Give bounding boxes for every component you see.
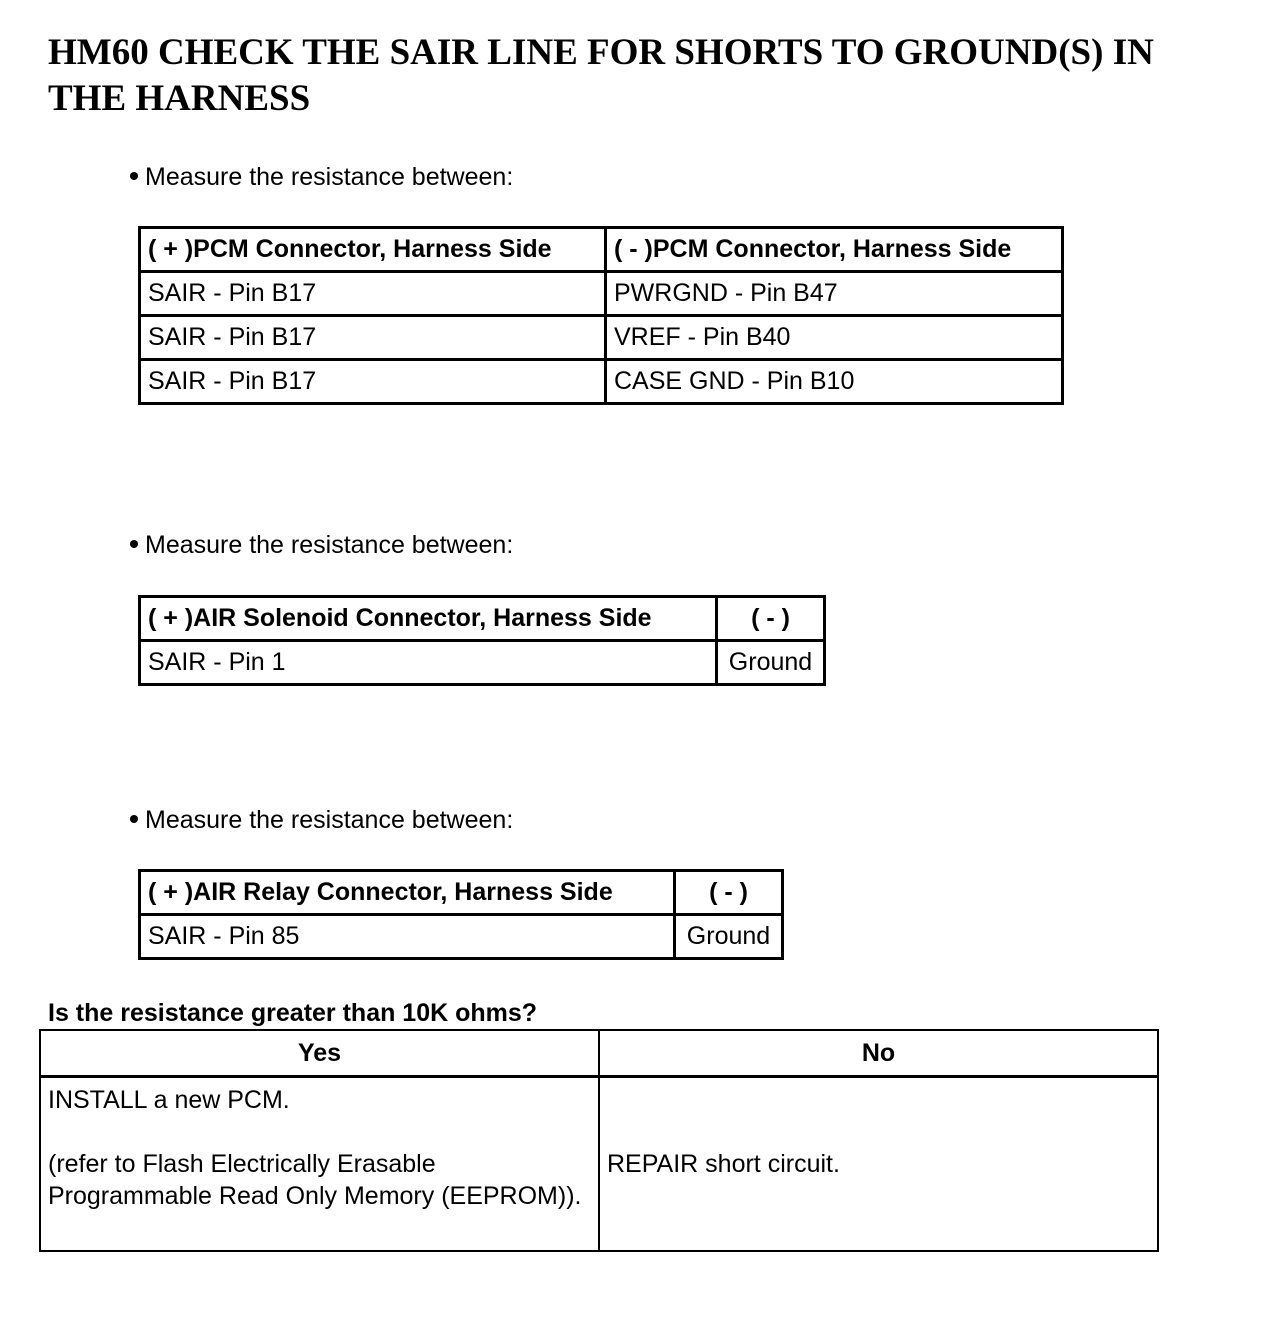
table-cell: VREF - Pin B40 — [606, 316, 1063, 360]
table-cell: SAIR - Pin B17 — [140, 316, 606, 360]
table-row — [140, 316, 1063, 360]
table-header-row — [140, 597, 825, 641]
bullet-icon — [130, 172, 138, 180]
instruction-1 — [130, 162, 513, 192]
table-cell: CASE GND - Pin B10 — [606, 360, 1063, 404]
table-cell: Ground — [717, 641, 825, 685]
table-row — [140, 272, 1063, 316]
table-header-cell: ( - ) — [717, 597, 825, 641]
yes-reference: (refer to Flash Electrically Erasable Programmable Read Only Memory (EEPROM)). — [48, 1150, 582, 1210]
bullet-icon — [130, 540, 138, 548]
table-header-cell: ( + )AIR Relay Connector, Harness Side — [140, 871, 675, 915]
instruction-1-text: Measure the resistance between: — [145, 163, 514, 191]
table-header-cell: ( + )PCM Connector, Harness Side — [140, 228, 606, 272]
table-cell: PWRGND - Pin B47 — [606, 272, 1063, 316]
table-row — [140, 641, 825, 685]
table-header-row — [140, 871, 783, 915]
table-row — [140, 360, 1063, 404]
table-header-row — [40, 1030, 1158, 1077]
pcm-measurement-table — [138, 226, 1064, 405]
instruction-3-text: Measure the resistance between: — [145, 806, 514, 834]
yes-cell — [40, 1077, 599, 1252]
table-cell: SAIR - Pin 85 — [140, 915, 675, 959]
table-row — [40, 1077, 1158, 1252]
no-header: No — [599, 1030, 1158, 1077]
no-cell — [599, 1077, 1158, 1252]
table-header-row — [140, 228, 1063, 272]
yes-action: INSTALL a new PCM. — [48, 1086, 290, 1114]
decision-question: Is the resistance greater than 10K ohms? — [48, 999, 538, 1027]
table-header-cell: ( + )AIR Solenoid Connector, Harness Side — [140, 597, 717, 641]
page-title: HM60 CHECK THE SAIR LINE FOR SHORTS TO GROUND(S) IN THE HARNESS — [48, 32, 1154, 119]
table-cell: SAIR - Pin B17 — [140, 272, 606, 316]
table-cell: SAIR - Pin 1 — [140, 641, 717, 685]
table-row — [140, 915, 783, 959]
air-relay-measurement-table — [138, 869, 784, 960]
table-header-cell: ( - ) — [675, 871, 783, 915]
decision-table — [39, 1029, 1159, 1252]
no-action: REPAIR short circuit. — [607, 1150, 840, 1178]
table-cell: Ground — [675, 915, 783, 959]
bullet-icon — [130, 815, 138, 823]
table-cell: SAIR - Pin B17 — [140, 360, 606, 404]
instruction-3 — [130, 805, 513, 835]
instruction-2-text: Measure the resistance between: — [145, 531, 514, 559]
table-header-cell: ( - )PCM Connector, Harness Side — [606, 228, 1063, 272]
yes-header: Yes — [40, 1030, 599, 1077]
instruction-2 — [130, 530, 513, 560]
air-solenoid-measurement-table — [138, 595, 826, 686]
